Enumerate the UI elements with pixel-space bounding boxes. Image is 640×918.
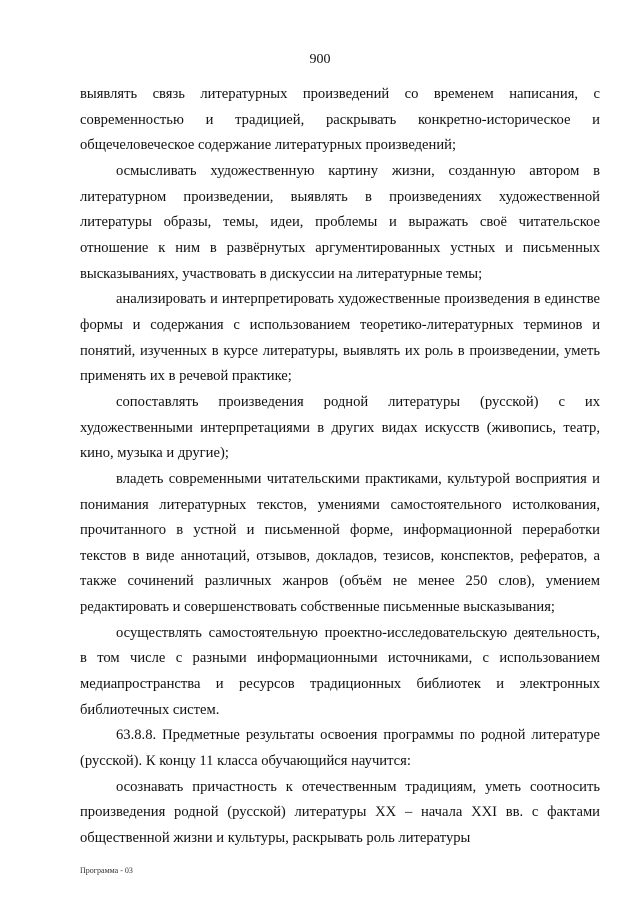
paragraph: осуществлять самостоятельную проектно-исследовательскую деятельность, в том числе с разными информационными источниками, с использованием медиапространства и ресурсов традиционных библиотек и электронных библиотечных систем. [80, 624, 600, 718]
page-footer: Программа - 03 [80, 866, 133, 875]
paragraph: выявлять связь литературных произведений со временем написания, с современностью и традицией, раскрывать конкретно-историческое и общечеловеческое содержание литературных произведений; [80, 86, 600, 154]
paragraph: анализировать и интерпретировать художественные произведения в единстве формы и содержания с использованием теоретико-литературных терминов и понятий, изученных в курсе литературы, выявлять их роль в произведении, уметь применять их в речевой практике; [80, 291, 600, 385]
paragraph: владеть современными читательскими практиками, культурой восприятия и понимания литературных текстов, умениями самостоятельного истолкования, прочитанного в устной и письменной форме, информационной переработки текстов в виде аннотаций, отзывов, докладов, тезисов, конспектов, рефератов, а также сочинений различных жанров (объём не менее 250 слов), умением редактировать и совершенствовать собственные письменные высказывания; [80, 470, 600, 616]
paragraph: осознавать причастность к отечественным традициям, уметь соотносить произведения родной (русской) литературы XX – начала XXI вв. с фактами общественной жизни и культуры, раскрывать роль литературы [80, 778, 600, 847]
paragraph: сопоставлять произведения родной литературы (русской) с их художественными интерпретациями в других видах искусств (живопись, театр, кино, музыка и другие); [80, 393, 600, 462]
body-text [80, 82, 600, 852]
section-heading-paragraph: 63.8.8. Предметные результаты освоения программы по родной литературе (русской). К концу 11 класса обучающийся научится: [80, 727, 600, 770]
paragraph: осмысливать художественную картину жизни, созданную автором в литературном произведении, выявлять в произведениях художественной литературы образы, темы, идеи, проблемы и выражать своё читательское отношение к ним в развёрнутых аргументированных устных и письменных высказываниях, участвовать в дискуссии на литературные темы; [80, 162, 600, 282]
page-number: 900 [309, 52, 331, 67]
